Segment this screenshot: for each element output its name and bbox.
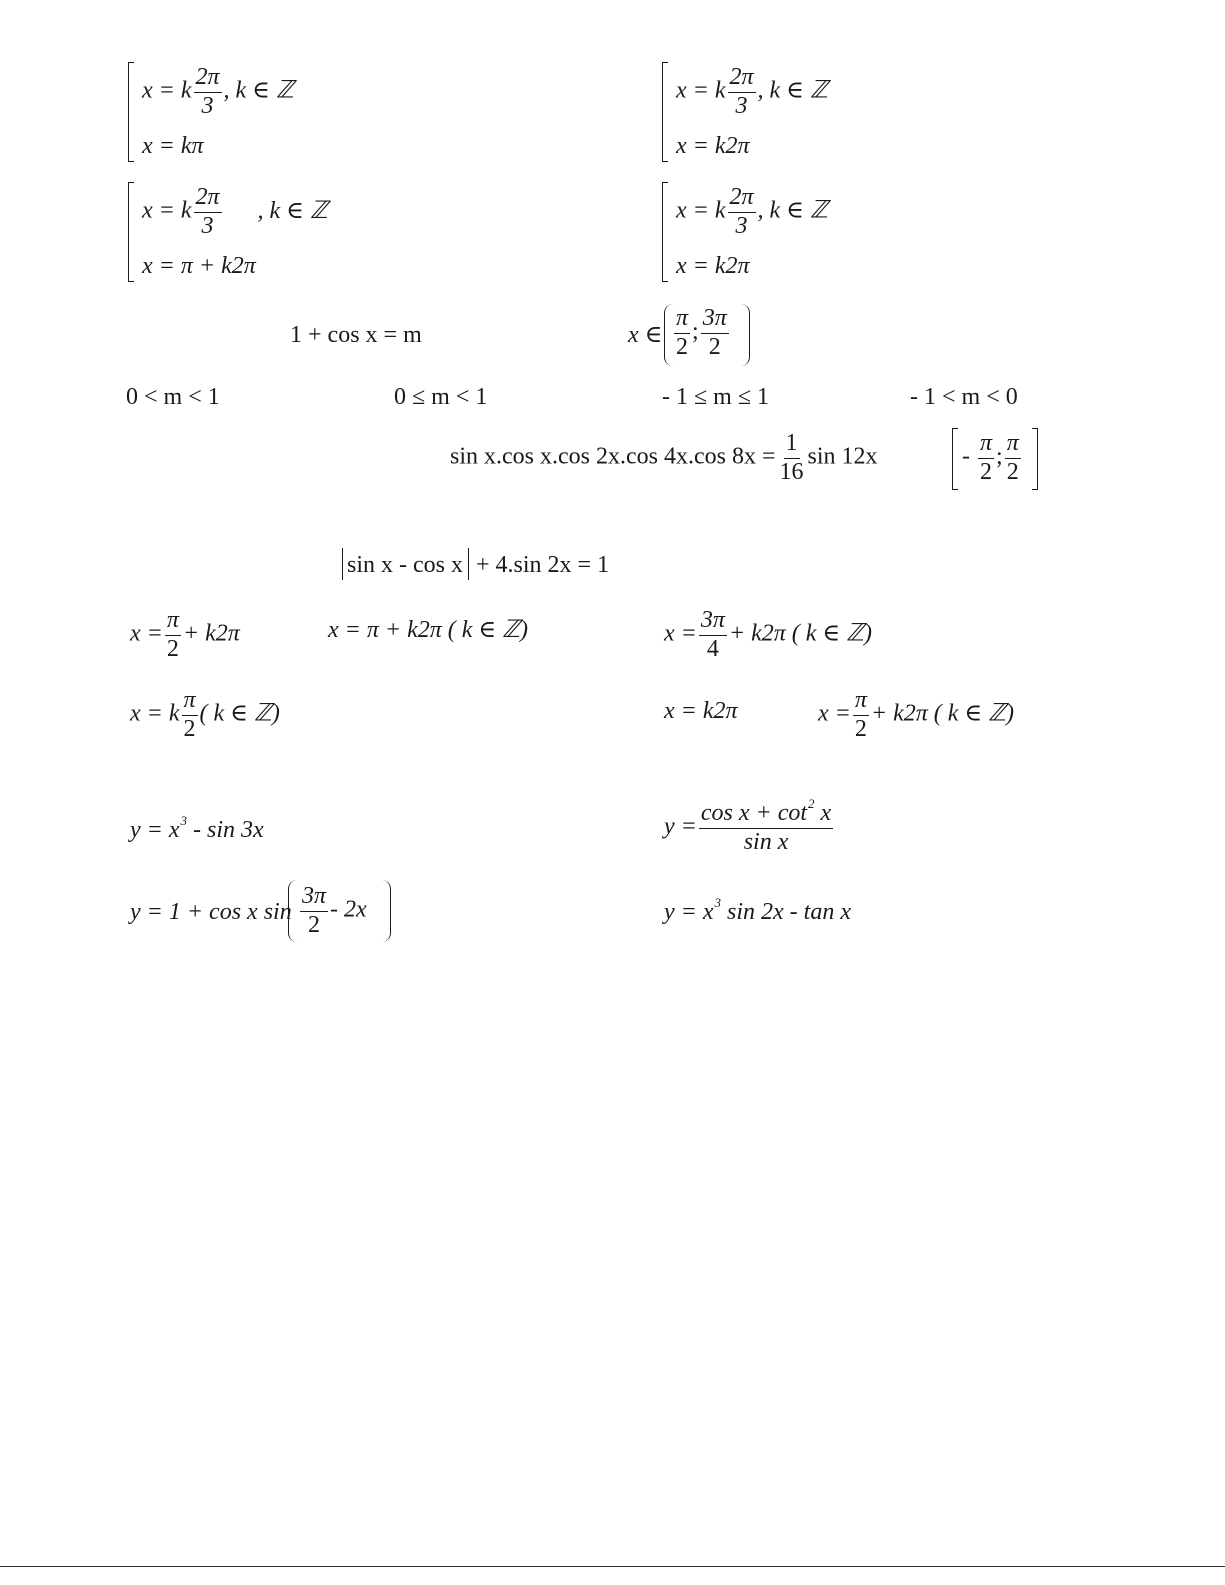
numerator: π — [853, 687, 869, 716]
equation-lhs: sin x.cos x.cos 2x.cos 4x.cos 8x = — [450, 443, 776, 470]
q5-option-a — [130, 813, 264, 843]
q4-option-d-first: x = k2π — [664, 698, 738, 724]
footer-divider — [0, 1566, 1225, 1567]
fraction — [778, 430, 806, 486]
left-bracket — [662, 182, 668, 282]
numerator: 2π — [728, 184, 756, 213]
fraction — [978, 430, 994, 486]
fraction — [300, 883, 328, 939]
equation-text: x = k — [676, 77, 726, 104]
q1-a-line1 — [142, 64, 294, 120]
q3-equation — [450, 430, 878, 486]
denominator: 2 — [854, 715, 867, 742]
function-text: y = x — [664, 899, 714, 925]
fraction — [728, 64, 756, 120]
left-bracket — [952, 428, 958, 490]
suffix: + k2π — [182, 620, 240, 647]
q5-c-prefix: y = 1 + cos x sin — [130, 899, 292, 925]
fraction — [699, 796, 833, 856]
numerator: 3π — [300, 883, 328, 912]
abs-bar-right — [468, 548, 469, 580]
numerator: 1 — [784, 430, 800, 459]
q3-interval-values — [962, 430, 1023, 486]
q4-rest: + 4.sin 2x = 1 — [476, 552, 610, 578]
prefix: x = — [818, 700, 851, 727]
numerator: 2π — [194, 64, 222, 93]
q1-b-line2: x = k2π — [676, 133, 750, 159]
suffix: ( k ∈ ℤ) — [199, 700, 280, 727]
right-bracket — [1032, 428, 1038, 490]
exponent: 2 — [808, 796, 815, 811]
q2-equation: 1 + cos x = m — [290, 322, 422, 348]
numerator: 2π — [728, 64, 756, 93]
q2-option-d: - 1 < m < 0 — [910, 384, 1018, 410]
q2-option-b: 0 ≤ m < 1 — [394, 384, 488, 410]
q1-d-line1 — [676, 184, 828, 240]
denominator: sin x — [743, 828, 789, 855]
numerator: 3π — [699, 607, 727, 636]
denominator: 2 — [166, 635, 179, 662]
condition-text: , k ∈ ℤ — [257, 197, 328, 224]
denominator: 2 — [183, 715, 196, 742]
fraction — [182, 687, 198, 743]
prefix: x = k — [130, 700, 180, 727]
q1-d-line2: x = k2π — [676, 253, 750, 279]
q4-option-c — [130, 687, 280, 743]
prefix: y = — [664, 813, 697, 840]
q4-abs-content: sin x - cos x — [347, 552, 463, 578]
numerator: π — [182, 687, 198, 716]
prefix: x = — [130, 620, 163, 647]
denominator: 2 — [676, 333, 689, 360]
numerator: 3π — [701, 305, 729, 334]
denominator: 2 — [708, 333, 721, 360]
denominator: 3 — [735, 212, 748, 239]
denominator: 3 — [735, 92, 748, 119]
q1-c-line1 — [142, 184, 328, 240]
separator: ; — [692, 318, 699, 345]
q2-interval-values — [672, 305, 731, 361]
condition-text: , k ∈ ℤ — [223, 77, 294, 104]
denominator: 4 — [706, 635, 719, 662]
equation-text: x = k — [676, 197, 726, 224]
numerator-text: cos x + cot — [700, 800, 808, 826]
q4-option-a-second: x = π + k2π ( k ∈ ℤ) — [328, 617, 529, 643]
right-paren — [741, 304, 750, 366]
left-bracket — [128, 182, 134, 282]
fraction — [1005, 430, 1021, 486]
equation-rhs: sin 12x — [807, 443, 878, 470]
q5-c-inner — [298, 883, 367, 939]
denominator: 2 — [1006, 458, 1019, 485]
exponent: 3 — [714, 895, 721, 910]
inner-rest: - 2x — [330, 896, 367, 923]
q1-c-line2: x = π + k2π — [142, 253, 256, 279]
q1-b-line1 — [676, 64, 828, 120]
q5-option-d — [664, 895, 851, 925]
numerator: π — [1005, 430, 1021, 459]
q1-a-line2: x = kπ — [142, 133, 204, 159]
condition-text: , k ∈ ℤ — [757, 197, 828, 224]
fraction — [674, 305, 690, 361]
numerator — [699, 796, 833, 829]
numerator: π — [978, 430, 994, 459]
q5-option-b — [664, 796, 835, 856]
q4-option-a — [130, 607, 240, 663]
numerator-rest: x — [814, 800, 832, 826]
q2-interval-prefix: x ∈ — [628, 322, 663, 348]
minus-sign: - — [962, 443, 970, 470]
function-rest: - sin 3x — [187, 817, 264, 843]
numerator: π — [165, 607, 181, 636]
q4-option-b — [664, 607, 872, 663]
fraction — [165, 607, 181, 663]
exponent: 3 — [180, 813, 187, 828]
suffix: + k2π ( k ∈ ℤ) — [728, 620, 873, 647]
suffix: + k2π ( k ∈ ℤ) — [870, 700, 1015, 727]
denominator: 3 — [201, 212, 214, 239]
left-bracket — [128, 62, 134, 162]
denominator: 2 — [308, 911, 321, 938]
equation-text: x = k — [142, 77, 192, 104]
q2-option-c: - 1 ≤ m ≤ 1 — [662, 384, 770, 410]
condition-text: , k ∈ ℤ — [757, 77, 828, 104]
right-paren — [382, 880, 391, 942]
q2-option-a: 0 < m < 1 — [126, 384, 220, 410]
fraction — [701, 305, 729, 361]
equation-text: x = k — [142, 197, 192, 224]
fraction — [194, 184, 222, 240]
numerator: 2π — [194, 184, 222, 213]
function-text: y = x — [130, 817, 180, 843]
fraction — [853, 687, 869, 743]
left-bracket — [662, 62, 668, 162]
denominator: 2 — [980, 458, 993, 485]
separator: ; — [996, 443, 1003, 470]
function-rest: sin 2x - tan x — [721, 899, 851, 925]
left-paren — [288, 880, 297, 942]
numerator: π — [674, 305, 690, 334]
denominator: 3 — [201, 92, 214, 119]
fraction — [699, 607, 727, 663]
abs-bar-left — [342, 548, 343, 580]
fraction — [194, 64, 222, 120]
q4-option-d — [818, 687, 1014, 743]
prefix: x = — [664, 620, 697, 647]
denominator: 16 — [779, 458, 804, 485]
fraction — [728, 184, 756, 240]
